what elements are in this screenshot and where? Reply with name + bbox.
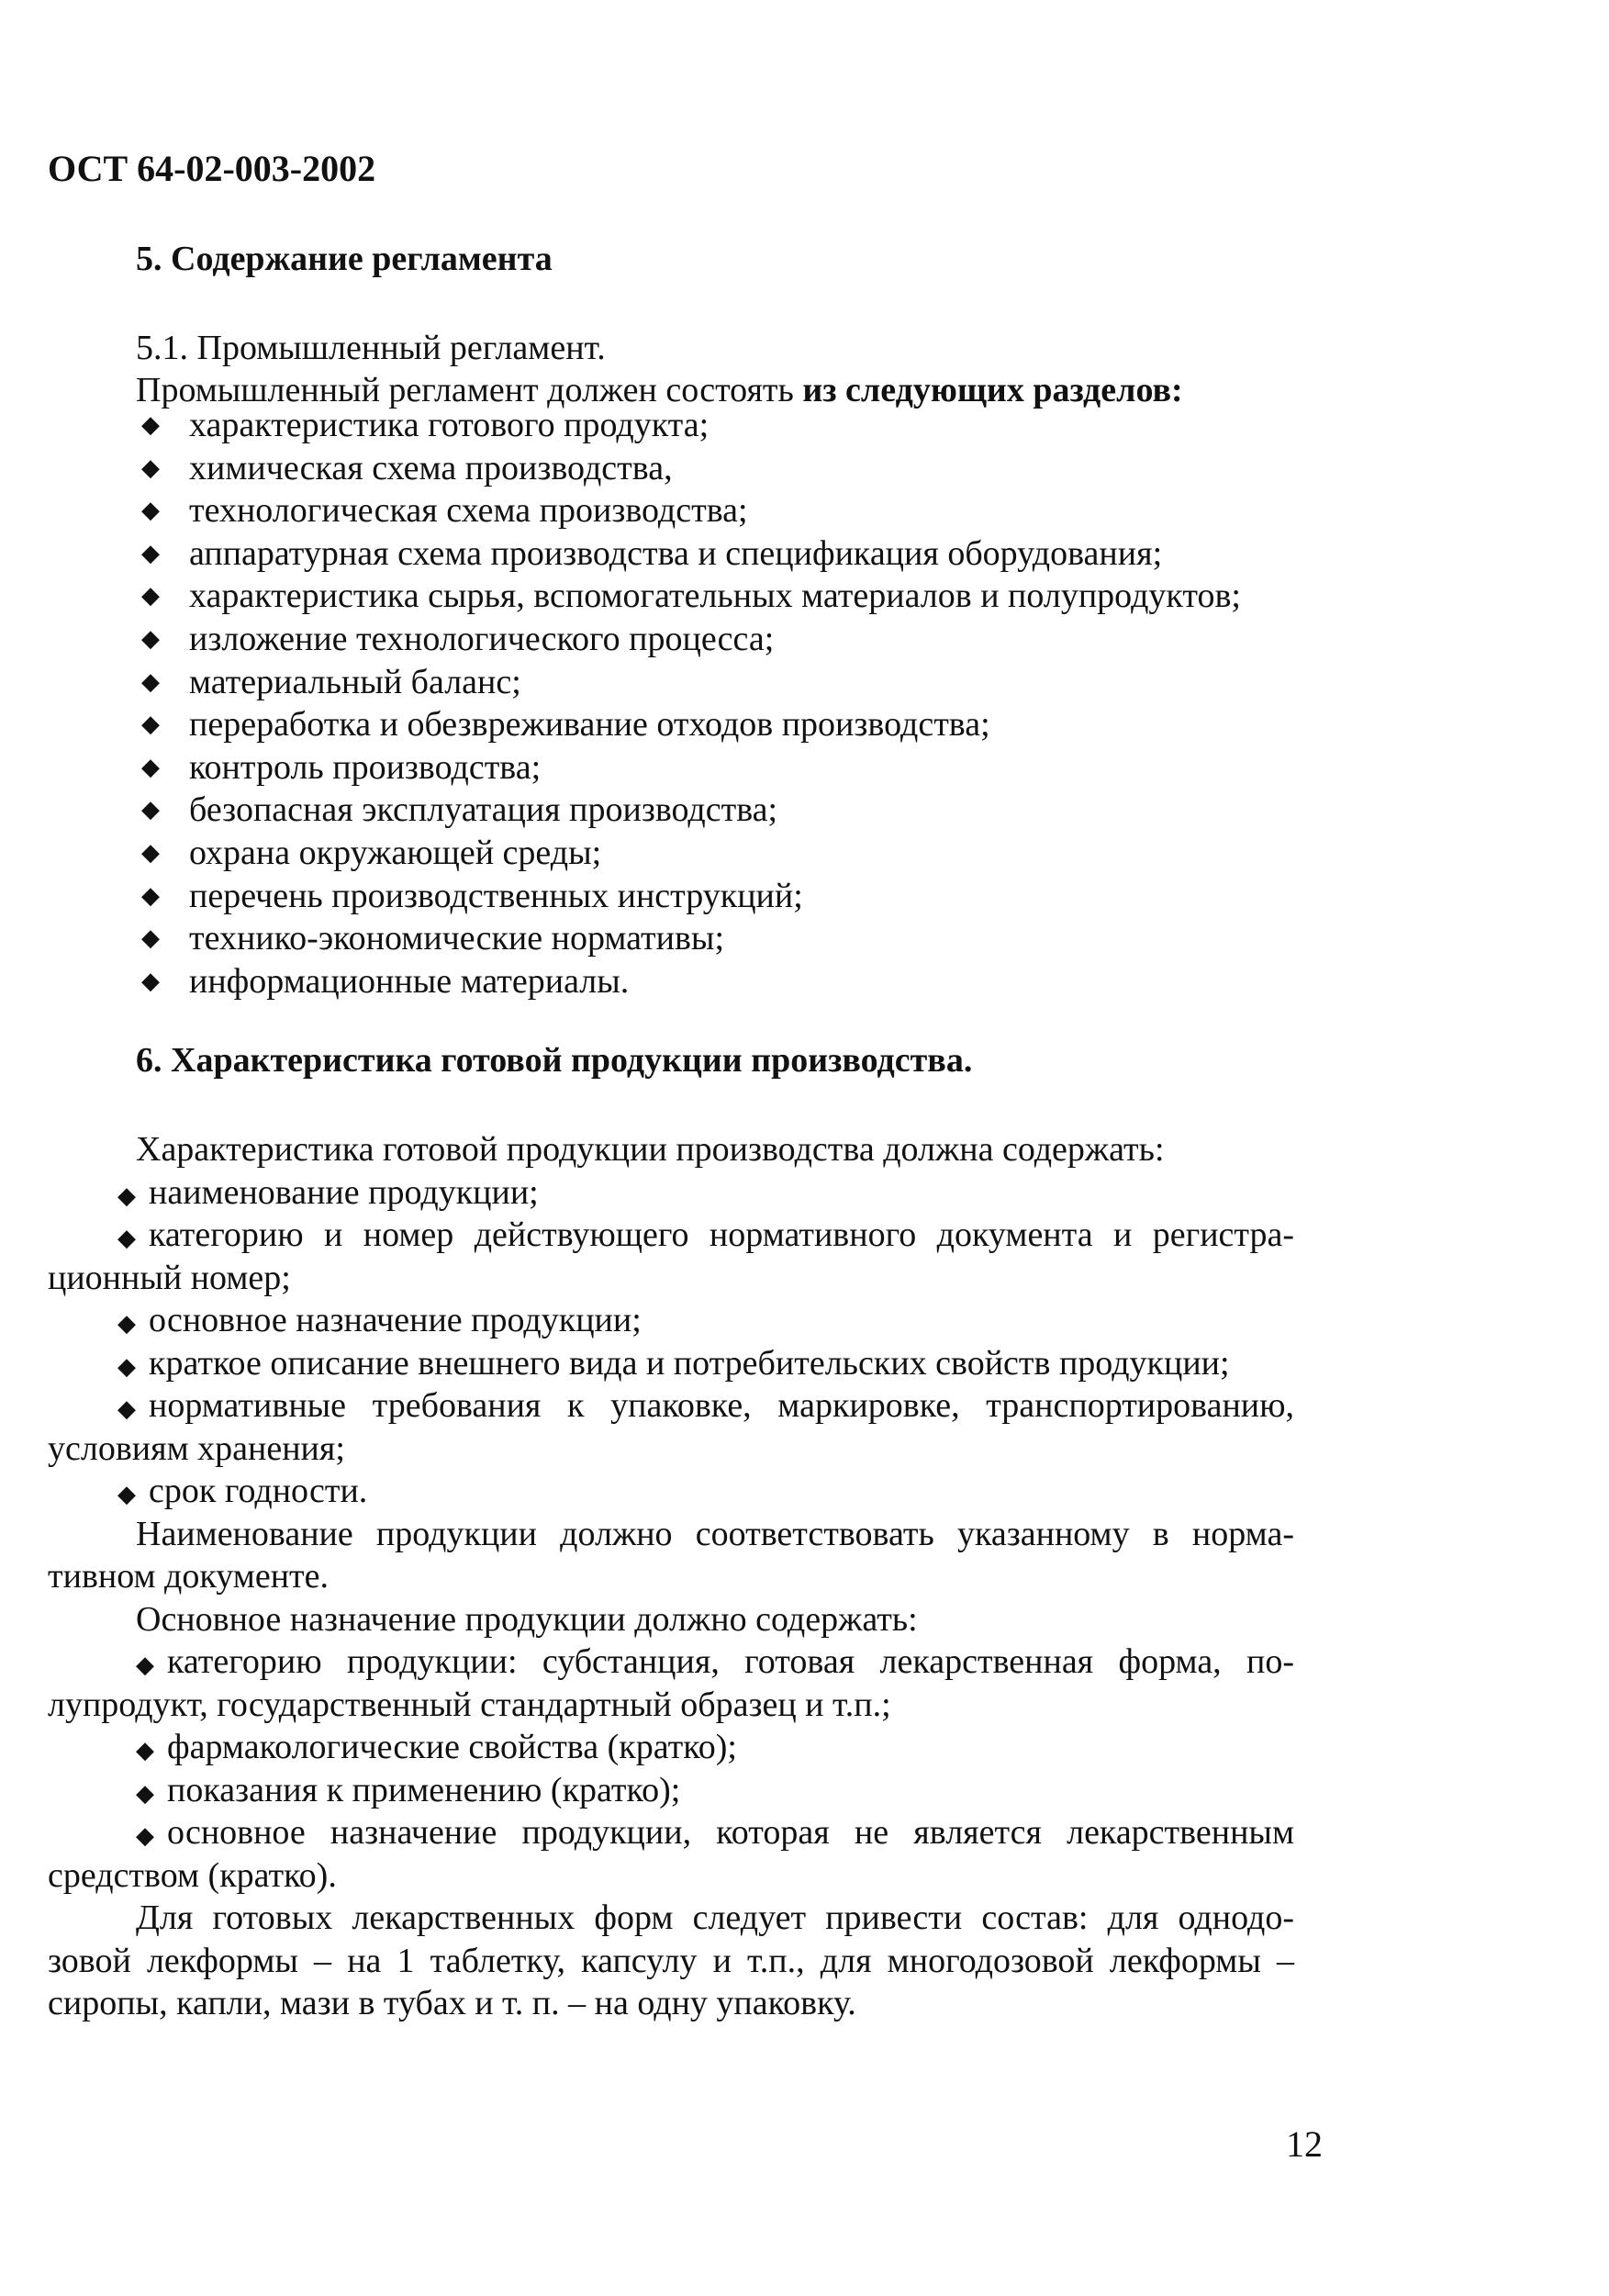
section-5-title: 5. Содержание регламента [136, 240, 553, 278]
list-item [136, 1641, 1294, 1682]
list-item-text: переработка и обезвреживание отходов производства; [189, 705, 990, 745]
list-item-text: охрана окружающей среды; [189, 833, 602, 872]
list-item [141, 875, 1241, 918]
list-item-text: характеристика сырья, вспомогательных материалов и полупродуктов; [189, 577, 1241, 616]
list-item-text: категорию и номер действующего нормативного документа и регистра- [149, 1215, 1294, 1254]
paragraph-line: Для готовых лекарственных форм следует привести состав: для однодо- [136, 1898, 1294, 1937]
page-number: 12 [1286, 2123, 1323, 2165]
list-item-text: химическая схема производства, [189, 448, 673, 487]
list-item-text: безопасная эксплуатация производства; [189, 790, 778, 830]
list-item [117, 1471, 367, 1511]
list-item [141, 746, 1241, 790]
section-5-intro-bold: из следующих разделов: [802, 371, 1183, 409]
section-5-intro-text: Промышленный регламент должен состоять [136, 371, 803, 409]
list-item [136, 1727, 737, 1767]
diamond-bullet-icon: ◆ [141, 711, 160, 738]
list-item-continuation: средством (кратко). [48, 1856, 337, 1895]
list-item-text: нормативные требования к упаковке, маркировке, транспортированию, [149, 1386, 1294, 1425]
diamond-bullet-icon: ◆ [117, 1395, 136, 1422]
diamond-bullet-icon: ◆ [141, 924, 160, 952]
diamond-bullet-icon: ◆ [141, 497, 160, 524]
list-item-text: технологическая схема производства; [189, 491, 748, 531]
list-item [136, 1812, 1294, 1853]
list-item [117, 1300, 642, 1340]
diamond-bullet-icon: ◆ [136, 1780, 154, 1807]
list-item [117, 1215, 1294, 1255]
list-item [141, 404, 1241, 447]
diamond-bullet-icon: ◆ [141, 624, 160, 652]
diamond-bullet-icon: ◆ [136, 1652, 154, 1678]
list-item [141, 447, 1241, 490]
list-item-text: показания к применению (кратко); [167, 1771, 681, 1809]
list-item [136, 1770, 680, 1810]
list-item-text: контроль производства; [189, 747, 542, 787]
diamond-bullet-icon: ◆ [117, 1353, 136, 1380]
list-item-text: изложение технологического процесса; [189, 619, 775, 658]
document-header: ОСТ 64-02-003-2002 [48, 148, 376, 189]
list-item [141, 789, 1241, 832]
list-item-continuation: условиям хранения; [48, 1429, 345, 1468]
paragraph-line: тивном документе. [48, 1557, 330, 1596]
list-item-text: перечень производственных инструкций; [189, 876, 803, 915]
list-item [141, 661, 1241, 704]
diamond-bullet-icon: ◆ [141, 582, 160, 610]
diamond-bullet-icon: ◆ [136, 1822, 154, 1849]
list-item-text: срок годности. [149, 1472, 368, 1510]
diamond-bullet-icon: ◆ [141, 454, 160, 481]
list-item-continuation: ционный номер; [48, 1259, 291, 1297]
diamond-bullet-icon: ◆ [117, 1182, 136, 1209]
diamond-bullet-icon: ◆ [117, 1481, 136, 1507]
paragraph-line: сиропы, капли, мази в тубах и т. п. – на одну упаковку. [48, 1984, 856, 2022]
diamond-bullet-icon: ◆ [136, 1737, 154, 1764]
diamond-bullet-icon: ◆ [141, 967, 160, 994]
list-item [141, 532, 1241, 576]
diamond-bullet-icon: ◆ [141, 838, 160, 866]
list-item-text: материальный баланс; [189, 662, 521, 701]
section-5-1-subtitle: 5.1. Промышленный регламент. [136, 329, 606, 367]
list-item [117, 1385, 1294, 1426]
list-item-continuation: лупродукт, государственный стандартный образец и т.п.; [48, 1686, 891, 1724]
list-item-text: наименование продукции; [149, 1173, 539, 1212]
list-item [141, 917, 1241, 960]
list-item [141, 960, 1241, 1003]
list-item [141, 832, 1241, 875]
list-item [141, 489, 1241, 532]
section-6-title: 6. Характеристика готовой продукции производства. [136, 1041, 973, 1080]
diamond-bullet-icon: ◆ [141, 796, 160, 823]
diamond-bullet-icon: ◆ [141, 411, 160, 438]
diamond-bullet-icon: ◆ [141, 881, 160, 909]
list-item-text: основное назначение продукции; [149, 1301, 642, 1339]
diamond-bullet-icon: ◆ [117, 1310, 136, 1337]
diamond-bullet-icon: ◆ [141, 539, 160, 566]
paragraph-line: Наименование продукции должно соответствовать указанному в норма- [136, 1515, 1294, 1553]
diamond-bullet-icon: ◆ [141, 753, 160, 780]
list-item [117, 1172, 539, 1213]
list-item [141, 703, 1241, 746]
section-5-list [141, 404, 1241, 1002]
diamond-bullet-icon: ◆ [117, 1225, 136, 1251]
list-item-text: фармакологические свойства (кратко); [167, 1728, 737, 1766]
section-6-intro: Характеристика готовой продукции производства должна содержать: [136, 1130, 1165, 1169]
list-item-text: основное назначение продукции, которая не является лекарственным [167, 1813, 1294, 1852]
list-item [141, 618, 1241, 661]
list-item-text: краткое описание внешнего вида и потребительских свойств продукции; [149, 1344, 1230, 1383]
paragraph-line: Основное назначение продукции должно содержать: [136, 1600, 918, 1639]
list-item [117, 1343, 1230, 1383]
diamond-bullet-icon: ◆ [141, 667, 160, 695]
list-item-text: категорию продукции: субстанция, готовая лекарственная форма, по- [167, 1642, 1294, 1681]
list-item-text: характеристика готового продукта; [189, 406, 710, 444]
list-item-text: аппаратурная схема производства и спецификация оборудования; [189, 533, 1163, 573]
list-item-text: информационные материалы. [189, 961, 630, 1001]
list-item [141, 575, 1241, 618]
list-item-text: технико-экономические нормативы; [189, 919, 725, 958]
paragraph-line: зовой лекформы – на 1 таблетку, капсулу и т.п., для многодозовой лекформы – [48, 1942, 1294, 1980]
